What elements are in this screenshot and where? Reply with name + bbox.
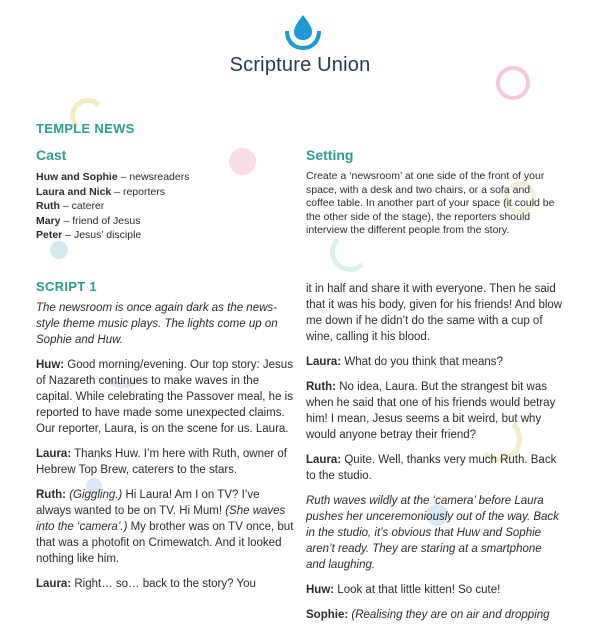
- speaker: Ruth:: [36, 489, 67, 501]
- cast-role: – caterer: [59, 200, 105, 212]
- cast-name: Mary: [36, 214, 61, 227]
- document-title: TEMPLE NEWS: [36, 121, 135, 136]
- script-line: [306, 379, 564, 443]
- cast-role: – newsreaders: [117, 171, 190, 183]
- speaker: Huw:: [36, 359, 65, 371]
- dialogue: Good morning/evening. Our top story: Jesus of Nazareth continues to make waves in the capital. While celebrating the Passover meal, he is reported to have made some unexpected claims. Our reporter, Laura, is on the scene for us. Laura.: [36, 359, 293, 435]
- script-line: [306, 354, 564, 370]
- script-column-right: [306, 281, 564, 632]
- script-line: [36, 487, 294, 567]
- cast-name: Huw and Sophie: [36, 171, 118, 183]
- setting-text: Create a ‘newsroom’ at one side of the front of your space, with a desk and two chairs, or a sofa and coffee table. In another part of your space (it could be the other side of the stage), the reporters should interview the different people from the story.: [306, 170, 555, 236]
- decor-teal-dot: [50, 241, 68, 259]
- cast-name: Peter: [36, 229, 63, 241]
- dialogue: Quite. Well, thanks very much Ruth. Back to the studio.: [306, 454, 557, 482]
- inline-direction: (She waves into the ‘camera’.): [36, 505, 286, 533]
- dialogue-continued: it in half and share it with everyone. Then he said that it was his body, given for his friends! And blow me down if he didn’t do the same with a cup of wine, calling it his blood.: [306, 283, 563, 343]
- cast-member: [36, 199, 276, 214]
- stage-direction: The newsroom is once again dark as the news-style theme music plays. The lights come up on Sophie and Huw.: [36, 302, 278, 346]
- script-column-left: [36, 300, 294, 601]
- dialogue: What do you think that means?: [341, 356, 503, 368]
- script-line: [306, 452, 564, 484]
- cast-name: Laura and Nick: [36, 185, 112, 198]
- dialogue: Right… so… back to the story? You: [71, 578, 256, 590]
- cast-member: [36, 185, 276, 200]
- cast-name: Ruth: [36, 200, 60, 212]
- cast-heading: Cast: [36, 147, 67, 163]
- decor-teal-arc: [330, 232, 370, 272]
- dialogue: Look at that little kitten! So cute!: [334, 584, 501, 596]
- dialogue: My brother was on TV once, but that was a photofit on Crimewatch. And it looked nothing like him.: [36, 521, 294, 565]
- script-line: [306, 582, 564, 598]
- cast-list: [36, 170, 276, 243]
- cast-member: [36, 228, 276, 243]
- speaker: Ruth:: [306, 381, 337, 393]
- script-heading: SCRIPT 1: [36, 279, 97, 294]
- inline-direction: (Giggling.): [66, 489, 123, 501]
- script-line: [36, 357, 294, 437]
- dialogue: Thanks Huw. I’m here with Ruth, owner of Hebrew Top Brew, caterers to the stars.: [36, 448, 287, 476]
- brand-name: Scripture Union: [229, 54, 371, 76]
- speaker: Laura:: [36, 448, 72, 460]
- cast-role: – reporters: [111, 185, 165, 198]
- speaker: Laura:: [36, 578, 72, 590]
- cast-role: – friend of Jesus: [60, 214, 141, 227]
- setting-heading: Setting: [306, 147, 354, 163]
- cast-role: – Jesus’ disciple: [62, 229, 142, 241]
- speaker: Huw:: [306, 584, 335, 596]
- script-line: [36, 446, 294, 478]
- inline-direction: (Realising they are on air and dropping: [348, 609, 550, 621]
- cast-member: [36, 214, 276, 229]
- cast-member: [36, 170, 276, 185]
- stage-direction: Ruth waves wildly at the ‘camera’ before Laura pushes her unceremoniously out of the way. Back in the studio, it’s obvious that Huw and Sophie aren’t ready. They are staring at a smartphone and laughing.: [306, 495, 559, 571]
- speaker: Laura:: [306, 356, 342, 368]
- script-line: [36, 576, 294, 592]
- speaker: Laura:: [306, 454, 342, 466]
- speaker: Sophie:: [306, 609, 349, 621]
- script-line: [306, 607, 564, 623]
- scripture-union-logo-icon: [282, 14, 324, 52]
- dialogue: Hi Laura! Am I on TV? I’ve always wanted to be on TV. Hi Mum!: [36, 489, 260, 517]
- dialogue: No idea, Laura. But the strangest bit was when he said that one of his friends would betray him! I mean, Jesus seems a bit weird, but why would anyone betray their friend?: [306, 381, 556, 441]
